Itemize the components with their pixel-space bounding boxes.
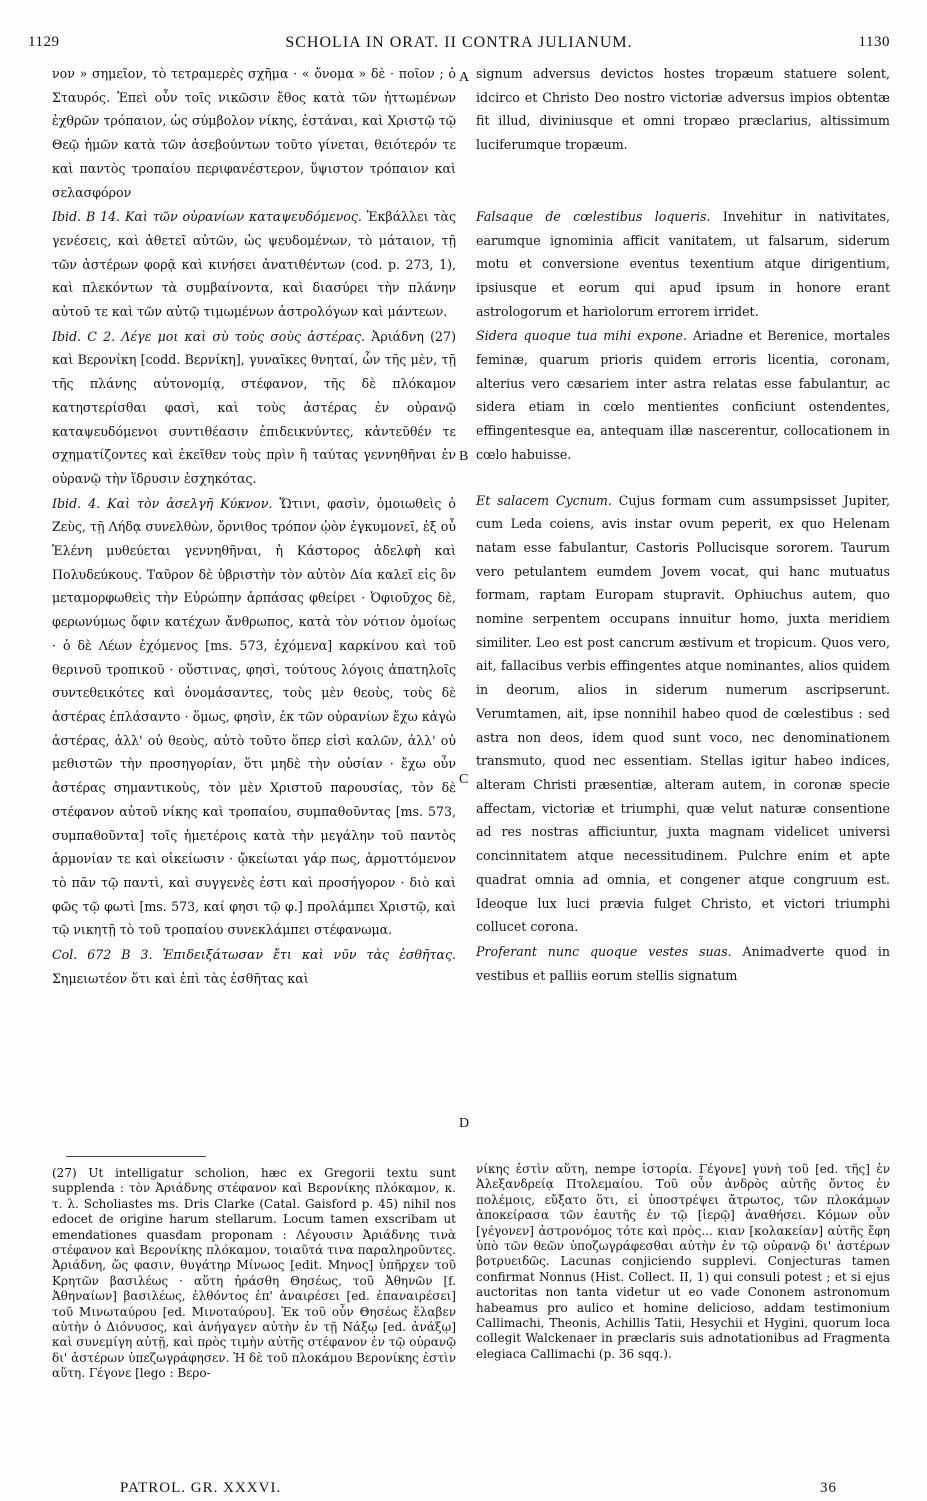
- page-number-right: 1130: [858, 34, 890, 50]
- latin-text: Animadverte quod in vestibus et palliis eorum stellis signatum: [476, 943, 890, 983]
- greek-paragraph: [52, 62, 456, 204]
- greek-text: Ἀριάδνη (27) καὶ Βερονίκη [codd. Βερνίκη], γυναῖκες θνηταί, ὧν τῆς μὲν, τῇ τῆς πλάνης αὐτονομίᾳ, στέφανον, τῆς δὲ πλόκαμον κατηστερίσθαι φασὶ, καὶ τοὺς ἀστέρας ἐν οὐρανῷ καταψευδόμενοι συντιθέασιν ἐπιδεικνύντες, κἀντεῦθέν τε σχηματίζοντες καὶ ἐκεῖθεν τοὺς πρὶν ἢ ταύτας γεννηθῆναι ἐν οὐρανῷ τὴν ἵδρυσιν ἐσχηκότας.: [52, 328, 456, 486]
- volume-signature: PATROL. GR. XXXVI.: [120, 1480, 282, 1496]
- greek-text: Ὥτινι, φασὶν, ὁμοιωθεὶς ὁ Ζεὺς, τῇ Λήδᾳ συνελθὼν, ὄρνιθος τρόπον ᾠὸν ἐγκυμονεῖ, ἐξ οὗ Ἑλένη μυθεύεται γεννηθῆναι, ἡ Κάστορος ἀδελφὴ καὶ Πολυδεύκους. Ταῦρον δὲ ὑβριστὴν τὸν αὐτὸν Δία καλεῖ εἰς ὃν μεταμορφωθεὶς τὴν Εὐρώπην ἁρπάσας φθείρει · Ὀφιοῦχος δὲ, φερωνύμως ὄφιν κατέχων ἄνθρωπος, κατὰ τὸν νότιον ὁμοίως · ὁ δὲ Λέων ἐχόμενος [ms. 573, ἐχόμενα] καρκίνου καὶ τοῦ θερινοῦ τροπικοῦ · οὕστινας, φησὶ, τούτους λόγοις ἀπατηλοῖς συντεθεικότες καὶ ὀνομάσαντες, τοὺς μὲν θεοὺς, τοὺς δὲ ἀστέρας ἐπλάσαντο · ὅμως, φησὶν, ἐκ τῶν οὐρανίων ἔχω κἀγὼ ἀστέρας, ἀλλ' οὐ θεοὺς, αὐτὸ τοῦτο ὅπερ εἰσὶ καλῶν, ἀλλ' οὐ μεθιστῶν τὴν προσηγορίαν, ὅτι μηδὲ τὴν οὐσίαν · ἔχω οὖν ἀστέρας σημαντικοὺς, τὸν μὲν Χριστοῦ παρουσίας, τὸν δὲ στέφανον αὐτοῦ νίκης καὶ τροπαίου, συμπαθοῦντας [ms. 573, συμπαθοῦντα] τοῖς ἡμετέροις κατὰ τὴν μεγάλην τοῦ παντὸς ἁρμονίαν τε καὶ οἰκείωσιν · ᾤκείωται γάρ πως, ἁρμοττόμενον τὸ πᾶν τῷ παντὶ, καὶ συγγενὲς ἐστι καὶ προσήγορον · διὸ καὶ φῶς τῷ φωτὶ [ms. 573, καί φησι τῷ φ.] προλάμπει Χριστῷ, καὶ τῷ νικητῇ τὸ τοῦ τροπαίου συνεκλάμπει στέφανωμα.: [52, 495, 456, 938]
- greek-lemma: Ibid. 4. Καὶ τὸν ἀσελγῆ Κύκνον.: [52, 495, 273, 511]
- footnote-left: [52, 1166, 456, 1382]
- greek-lemma: Col. 672 B 3. Ἐπιδειξάτωσαν ἔτι καὶ νῦν τὰς ἐσθῆτας.: [52, 947, 456, 963]
- greek-paragraph: [52, 943, 456, 990]
- greek-text: Σημειωτέον ὅτι καὶ ἐπὶ τὰς ἐσθῆτας καὶ: [52, 970, 309, 986]
- greek-text: Ἐκβάλλει τὰς γενέσεις, καὶ ἀθετεῖ αὐτῶν, ὡς ψευδομένων, τὸ μάταιον, τῇ τῶν ἀστέρων φορᾷ καὶ κινήσει ἀνατιθέντων (cod. p. 273, 1), καὶ πλεκόντων τὰ συμβαίνοντα, καὶ διασύρει τὴν πλάνην αὐτοῦ τε καὶ τῶν αὐτῷ τιμωμένων ἀστρολόγων καὶ μάντεων.: [52, 209, 457, 320]
- greek-text: νον » σημεῖον, τὸ τετραμερὲς σχῆμα · « ὄνομα » δὲ · ποῖον ; ὁ Σταυρός. Ἐπεὶ οὖν τοῖς νικῶσιν ἔθος κατὰ τῶν ἡττωμένων ἐχθρῶν τρόπαιον, ὡς σύμβολον νίκης, ἑστάναι, καὶ Χριστῷ τῷ Θεῷ ἡμῶν κατὰ τῶν ἀσεβούντων τοῦτο γίνεται, θειότερόν τε καὶ παντὸς τροπαίου περιφανέστερον, ὕψιστον τρόπαιον καὶ σελασφόρον: [52, 66, 456, 200]
- page-footer: [0, 1480, 927, 1501]
- latin-text: Cujus formam cum assumpsisset Jupiter, cum Leda coiens, avis instar ovum peperit, ex quo Helenam natam esse fabulantur, Castoris Pollucisque sororem. Taurum vero petulantem eumdem Jovem vocat, qui hanc mutuatus formam, raptam Europam stupravit. Ophiuchus autem, quo nomine serpentem occupans innuitur homo, juxta meridiem similiter. Leo est post cancrum æstivum et tropicum. Quos vero, ait, fallacibus verbis effingentes atque nominantes, alios quidem in deorum, alios in siderum numerum ascripserunt. Verumtamen, ait, ipse nonnihil habeo quod de cœlestibus : sed astra non deos, idem quod sunt voco, nec denominationem transmuto, quod nec essentiam. Stellas igitur habeo indices, alteram Christi præsentiæ, alteram autem, in coronæ specie affectam, victoriæ et triumphi, quæ velut naturæ consentione ad res nostras afficiuntur, juxta magnam videlicet universi concinnitatem atque necessitudinem. Pulchre enim et apte quadrat omnia ad omnia, et congener atque congruum est. Ideoque lux luci prævia fulget Christo, et victori triumphi collucet corona.: [476, 492, 890, 935]
- latin-lemma: Et salacem Cycnum.: [476, 492, 612, 508]
- latin-text: Invehitur in nativitates, earumque ignominia afficit vanitatem, ut falsarum, siderum motu et conversione eventus texentium atque dirigentium, ipsiusque et eorum qui apud ipsum in honore erant astrologorum et hariolorum errorem irridet.: [476, 208, 891, 319]
- greek-column: [52, 62, 456, 990]
- greek-lemma: Ibid. C 2. Λέγε μοι καὶ σὺ τοὺς σοὺς ἀστέρας.: [52, 328, 366, 344]
- margin-marker-c: C: [459, 772, 469, 787]
- latin-lemma: Sidera quoque tua mihi expone.: [476, 328, 687, 344]
- latin-paragraph: [476, 324, 890, 466]
- margin-marker-b: B: [459, 449, 469, 464]
- greek-paragraph: [52, 492, 456, 942]
- running-title: SCHOLIA IN ORAT. II CONTRA JULIANUM.: [285, 34, 633, 51]
- latin-text: Ariadne et Berenice, mortales feminæ, quarum prioris quidem erroris licentia, coronam, alterius vero cæsariem inter astra relatas esse fabulantur, ac sidera etiam in cœlo mentientes conficiunt ostendentes, effingentesque ea, antequam illæ nascerentur, collocationem in cœlo habuisse.: [476, 328, 890, 462]
- greek-paragraph: [52, 205, 456, 324]
- footnote-text: νίκης ἐστὶν αὕτη, nempe ἱστορία. Γέγονε] γυνὴ τοῦ [ed. τῆς] ἐν Ἀλεξανδρείᾳ Πτολεμαίου. Τοῦ οὖν ἀνδρὸς αὐτῆς ὄντος ἐν πολέμοις, εὔξατο ὅτι, εἰ ὑποστρέψει ἄτρωτος, τῶν πλοκάμων ἀποκείρασα τῶν ἑαυτῆς ἐν τῷ [ἱερῷ] ἀναθήσει. Κόμων οὖν [γέγονεν] ἀστρονόμος τότε καὶ πρὸς... κιαν [κολακείαν] αὐτῆς ἔφη ὑπὸ τῶν θεῶν ὑποζωγράφεσθαι αὐτὴν ἐν τῷ οὐρανῷ δι' ἀστέρων βοτρυειδῶς. Lacunas conjiciendo supplevi. Conjecturas tamen confirmat Nonnus (Hist. Collect. II, 1) qui consuli potest ; et si ejus auctoritas non tanta videtur ut eo vade Cononem astronomum habeamus pro aulico et homine delicioso, addam testimonium Callimachi, Theonis, Achillis Tatii, Hesychii et Hygini, quorum loca collegit Walckenaer in præclaris suis adnotationibus ad Fragmenta elegiaca Callimachi (p. 36 sqq.).: [476, 1162, 890, 1361]
- page-number-left: 1129: [28, 34, 60, 50]
- latin-paragraph: [476, 62, 890, 157]
- footnote-divider: [66, 1156, 206, 1157]
- greek-lemma: Ibid. B 14. Καὶ τῶν οὐρανίων καταψευδόμενος.: [52, 209, 362, 225]
- latin-column: [476, 62, 890, 987]
- page-header: [28, 34, 890, 56]
- footnote-text: (27) Ut intelligatur scholion, hæc ex Gregorii textu sunt supplenda : τὸν Ἀριάδνης στέφανον καὶ Βερονίκης πλόκαμον, κ. τ. λ. Scholiastes ms. Dris Clarke (Catal. Gaisford p. 45) nihil nos edocet de origine harum stellarum. Locum tamen exscribam ut emendationes quasdam proponam : Λέγουσιν Ἀριάδνης τινὰ στέφανον καὶ Βερονίκης πλόκαμον, τοιαῦτά τινα παραληροῦντες. Ἀριάδνη, ὥς φασιν, θυγάτηρ Μίνωος [edit. Μηνος] ὑπῆρχεν τοῦ Κρητῶν βασιλέως · αὕτη ἠράσθη Θησέως, τοῦ Ἀθηνῶν [f. Ἀθηναίων] βασιλέως, ἐλθόντος ἐπ' ἀναιρέσει [ed. ἐπαναιρέσει] τοῦ Μινωταύρου [ed. Μινοταύρου]. Ἐκ τοῦ οὖν Θησέως ἔλαβεν αὐτὴν ὁ Διόνυσος, καὶ ἀνήγαγεν αὐτὴν ἐν τῇ Νάξῳ [ed. ἀνάξῳ] καὶ συνεμίγη αὐτῇ, καὶ πρὸς τιμὴν αὐτῆς στέφανον ἐν τῷ οὐρανῷ δι' ἀστέρων ὑπεζωγράφησεν. Ἡ δὲ τοῦ πλοκάμου Βερονίκης ἐστὶν αὕτη. Γέγονε [lego : Βερο-: [52, 1166, 456, 1381]
- greek-paragraph: [52, 325, 456, 491]
- latin-paragraph: [476, 489, 890, 939]
- footnote-right: [476, 1162, 890, 1362]
- margin-marker-d: D: [459, 1116, 470, 1131]
- latin-paragraph: [476, 940, 890, 987]
- latin-text: signum adversus devictos hostes tropæum statuere solent, idcirco et Christo Deo nostro victoriæ adversus impios obtentæ fit illud, diviniusque et omni tropæo præclarius, altissimum luciferumque tropæum.: [476, 66, 890, 153]
- latin-lemma: Falsaque de cœlestibus loqueris.: [476, 208, 711, 224]
- sheet-number: 36: [820, 1480, 837, 1496]
- latin-paragraph: [476, 205, 890, 324]
- margin-marker-a: A: [459, 70, 470, 85]
- latin-lemma: Proferant nunc quoque vestes suas.: [476, 943, 732, 959]
